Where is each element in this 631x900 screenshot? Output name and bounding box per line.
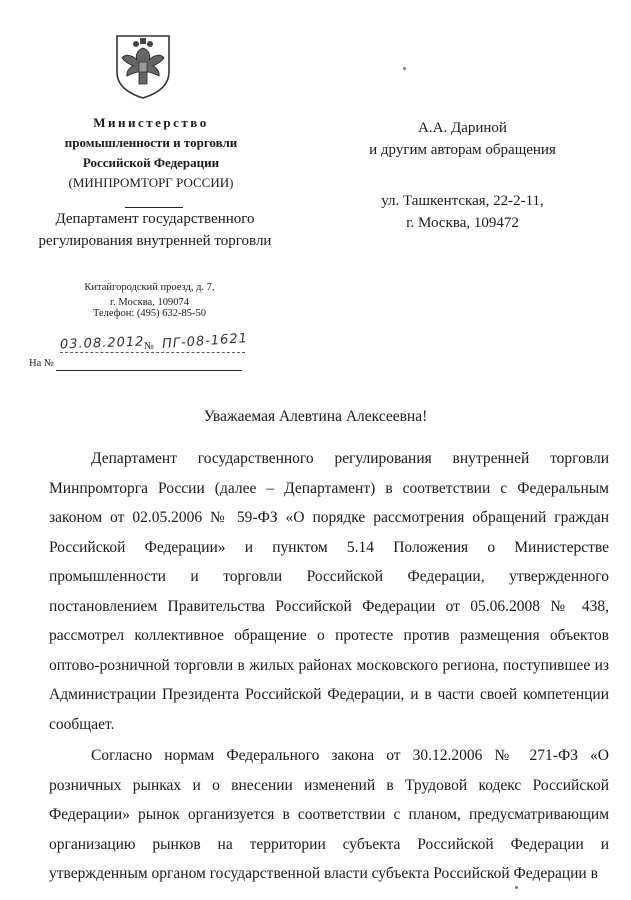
recipient-address-line-1: ул. Ташкентская, 22-2-11,	[381, 193, 544, 209]
coat-of-arms-icon	[113, 32, 173, 100]
body-paragraph: Согласно нормам Федерального закона от 30.12.2006 № 271-ФЗ «О розничных рынках и о внесении изменений в Трудовой кодекс Российской Федерации» рынок организуется в соответствии с планом, предусматривающим организацию рынков на территории субъекта Российской Федерации и утвержденным органом государственной власти субъекта Российской Федерации в	[49, 747, 609, 882]
ministry-abbreviation: (МИНПРОМТОРГ РОССИИ)	[68, 175, 234, 190]
department-name	[14, 208, 296, 252]
reply-to-label: На №	[29, 358, 54, 369]
recipient-name-line-2: и другим авторам обращения	[369, 142, 556, 158]
scan-speck	[403, 67, 406, 70]
sender-address-line-2: г. Москва, 109074	[110, 297, 189, 308]
letter-body	[49, 444, 609, 889]
sender-address-line-1: Китайгородский проезд, д. 7,	[84, 282, 215, 293]
body-paragraph: Департамент государственного регулирования внутренней торговли Минпромторга России (далее – Департамент) в соответствии с Федеральным законом от 02.05.2006 № 59-ФЗ «О порядке рассмотрения обращений граждан Российской Федерации» и пунктом 5.14 Положения о Министерстве промышленности и торговли Российской Федерации, утвержденного постановлением Правительства Российской Федерации от 05.06.2008 № 438, рассмотрел коллективное обращение о протесте против размещения объектов оптово-розничной торговли в жилых районах московского региона, поступившее из Администрации Президента Российской Федерации, и в части своей компетенции сообщает.	[49, 450, 609, 733]
recipient-name-line-1: А.А. Дариной	[418, 120, 507, 136]
scan-speck	[515, 886, 518, 889]
sender-phone: Телефон: (495) 632-85-50	[92, 308, 207, 319]
reply-to-underline	[56, 370, 242, 371]
recipient-address	[360, 190, 565, 234]
department-line-2: регулирования внутренней торговли	[38, 233, 272, 249]
department-line-1: Департамент государственного	[55, 211, 255, 227]
ministry-name	[40, 113, 262, 193]
ministry-line-3: Российской Федерации	[82, 155, 220, 170]
greeting: Уважаемая Алевтина Алексеевна!	[203, 408, 428, 425]
recipient-address-line-2: г. Москва, 109472	[406, 215, 519, 231]
registration-underline	[60, 352, 245, 353]
ministry-line-2: промышленности и торговли	[64, 135, 238, 150]
ministry-line-1: Министерство	[93, 115, 209, 130]
registration-date: 03.08.2012	[59, 334, 145, 353]
recipient-name	[350, 117, 575, 161]
registration-number-label: №	[144, 341, 155, 352]
sender-address	[62, 280, 237, 310]
registration-number: ПГ-08-1621	[161, 331, 249, 352]
